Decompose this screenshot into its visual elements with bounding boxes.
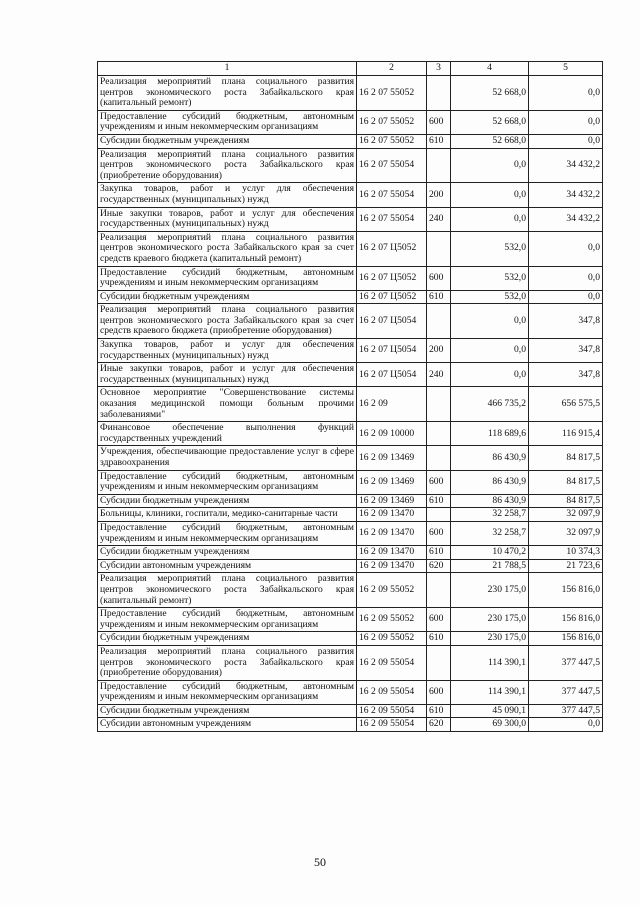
row-expense-type-cell: 610 (427, 632, 451, 646)
row-code-cell: 16 2 07 55052 (357, 76, 427, 111)
row-code-cell: 16 2 07 Ц5052 (357, 266, 427, 290)
row-code-cell: 16 2 09 55054 (357, 718, 427, 732)
table-row (98, 76, 603, 111)
row-name-cell: Субсидии автономным учреждениям (98, 718, 357, 732)
row-amount-2-cell: 84 817,5 (529, 446, 603, 470)
table-row (98, 363, 603, 387)
row-name-cell: Субсидии бюджетным учреждениям (98, 546, 357, 560)
row-name-cell: Субсидии бюджетным учреждениям (98, 134, 357, 148)
row-amount-1-cell: 0,0 (451, 183, 529, 207)
row-expense-type-cell: 620 (427, 559, 451, 573)
row-name-cell: Закупка товаров, работ и услуг для обеспечения государственных (муниципальных) нужд (98, 339, 357, 363)
table-row (98, 110, 603, 134)
row-amount-2-cell: 21 723,6 (529, 559, 603, 573)
row-name-cell: Реализация мероприятий плана социального развития центров экономического роста Забайкальского края (капитальный ремонт) (98, 573, 357, 608)
row-amount-2-cell: 0,0 (529, 266, 603, 290)
row-expense-type-cell: 240 (427, 363, 451, 387)
row-code-cell: 16 2 09 13469 (357, 470, 427, 494)
row-code-cell: 16 2 09 (357, 387, 427, 422)
row-amount-2-cell: 347,8 (529, 363, 603, 387)
row-amount-2-cell: 84 817,5 (529, 470, 603, 494)
row-code-cell: 16 2 07 55054 (357, 183, 427, 207)
table-row (98, 559, 603, 573)
row-amount-1-cell: 466 735,2 (451, 387, 529, 422)
row-amount-2-cell: 34 432,2 (529, 148, 603, 183)
row-expense-type-cell: 240 (427, 207, 451, 231)
row-amount-1-cell: 86 430,9 (451, 470, 529, 494)
row-amount-1-cell: 32 258,7 (451, 521, 529, 545)
row-amount-2-cell: 0,0 (529, 76, 603, 111)
row-expense-type-cell: 600 (427, 521, 451, 545)
row-amount-1-cell: 0,0 (451, 339, 529, 363)
row-code-cell: 16 2 07 Ц5054 (357, 304, 427, 339)
row-expense-type-cell (427, 304, 451, 339)
row-amount-2-cell: 0,0 (529, 231, 603, 266)
row-amount-2-cell: 0,0 (529, 718, 603, 732)
row-amount-1-cell: 118 689,6 (451, 422, 529, 446)
row-code-cell: 16 2 09 55052 (357, 632, 427, 646)
row-name-cell: Основное мероприятие "Совершенствование системы оказания медицинской помощи больным прочими заболеваниями" (98, 387, 357, 422)
row-name-cell: Закупка товаров, работ и услуг для обеспечения государственных (муниципальных) нужд (98, 183, 357, 207)
table-row (98, 183, 603, 207)
row-expense-type-cell: 610 (427, 494, 451, 508)
row-amount-2-cell: 377 447,5 (529, 704, 603, 718)
row-amount-1-cell: 0,0 (451, 148, 529, 183)
row-code-cell: 16 2 07 Ц5052 (357, 231, 427, 266)
row-name-cell: Предоставление субсидий бюджетным, автономным учреждениям и иным некоммерческим организациям (98, 680, 357, 704)
row-name-cell: Учреждения, обеспечивающие предоставление услуг в сфере здравоохранения (98, 446, 357, 470)
row-expense-type-cell (427, 76, 451, 111)
table-row (98, 680, 603, 704)
table-row (98, 573, 603, 608)
table-row (98, 521, 603, 545)
row-code-cell: 16 2 09 13469 (357, 494, 427, 508)
row-code-cell: 16 2 09 55052 (357, 608, 427, 632)
row-amount-1-cell: 532,0 (451, 266, 529, 290)
row-amount-1-cell: 532,0 (451, 231, 529, 266)
row-amount-2-cell: 156 816,0 (529, 632, 603, 646)
table-row (98, 632, 603, 646)
table-row (98, 148, 603, 183)
row-expense-type-cell: 610 (427, 546, 451, 560)
table-row (98, 207, 603, 231)
row-expense-type-cell: 200 (427, 339, 451, 363)
table-row (98, 608, 603, 632)
row-expense-type-cell: 600 (427, 110, 451, 134)
row-name-cell: Больницы, клиники, госпитали, медико-санитарные части (98, 508, 357, 522)
table-row (98, 422, 603, 446)
row-amount-1-cell: 52 668,0 (451, 110, 529, 134)
row-name-cell: Субсидии бюджетным учреждениям (98, 632, 357, 646)
row-expense-type-cell: 600 (427, 266, 451, 290)
header-col-4: 4 (451, 62, 529, 76)
row-code-cell: 16 2 07 55054 (357, 148, 427, 183)
table-row (98, 231, 603, 266)
table-row (98, 704, 603, 718)
row-amount-1-cell: 0,0 (451, 304, 529, 339)
row-name-cell: Реализация мероприятий плана социального развития центров экономического роста Забайкальского края (приобретение оборудования) (98, 645, 357, 680)
row-amount-2-cell: 377 447,5 (529, 645, 603, 680)
row-amount-1-cell: 10 470,2 (451, 546, 529, 560)
header-col-3: 3 (427, 62, 451, 76)
row-name-cell: Реализация мероприятий плана социального развития центров экономического роста Забайкальского края (капитальный ремонт) (98, 76, 357, 111)
row-amount-1-cell: 52 668,0 (451, 76, 529, 111)
row-amount-2-cell: 34 432,2 (529, 183, 603, 207)
row-amount-2-cell: 377 447,5 (529, 680, 603, 704)
row-code-cell: 16 2 09 55054 (357, 680, 427, 704)
row-amount-2-cell: 32 097,9 (529, 508, 603, 522)
row-expense-type-cell (427, 645, 451, 680)
row-amount-2-cell: 156 816,0 (529, 608, 603, 632)
row-expense-type-cell: 620 (427, 718, 451, 732)
row-name-cell: Субсидии бюджетным учреждениям (98, 494, 357, 508)
row-code-cell: 16 2 09 13470 (357, 521, 427, 545)
row-name-cell: Предоставление субсидий бюджетным, автономным учреждениям и иным некоммерческим организациям (98, 521, 357, 545)
row-code-cell: 16 2 07 Ц5054 (357, 339, 427, 363)
row-code-cell: 16 2 09 55052 (357, 573, 427, 608)
row-amount-1-cell: 0,0 (451, 363, 529, 387)
table-row (98, 339, 603, 363)
row-amount-1-cell: 86 430,9 (451, 446, 529, 470)
row-amount-1-cell: 69 300,0 (451, 718, 529, 732)
row-amount-2-cell: 656 575,5 (529, 387, 603, 422)
header-row (98, 62, 603, 76)
row-expense-type-cell: 610 (427, 134, 451, 148)
row-code-cell: 16 2 09 13469 (357, 446, 427, 470)
row-amount-1-cell: 45 090,1 (451, 704, 529, 718)
table-row (98, 508, 603, 522)
row-expense-type-cell (427, 446, 451, 470)
row-amount-1-cell: 114 390,1 (451, 680, 529, 704)
row-amount-2-cell: 156 816,0 (529, 573, 603, 608)
row-amount-1-cell: 86 430,9 (451, 494, 529, 508)
row-name-cell: Предоставление субсидий бюджетным, автономным учреждениям и иным некоммерческим организациям (98, 110, 357, 134)
table-row (98, 290, 603, 304)
row-amount-2-cell: 10 374,3 (529, 546, 603, 560)
row-code-cell: 16 2 09 10000 (357, 422, 427, 446)
row-amount-1-cell: 32 258,7 (451, 508, 529, 522)
row-amount-1-cell: 21 788,5 (451, 559, 529, 573)
row-name-cell: Субсидии бюджетным учреждениям (98, 290, 357, 304)
table-row (98, 470, 603, 494)
row-name-cell: Иные закупки товаров, работ и услуг для обеспечения государственных (муниципальных) нужд (98, 207, 357, 231)
table-row (98, 494, 603, 508)
row-expense-type-cell: 600 (427, 680, 451, 704)
table-header (98, 62, 603, 76)
table-row (98, 645, 603, 680)
row-name-cell: Предоставление субсидий бюджетным, автономным учреждениям и иным некоммерческим организациям (98, 608, 357, 632)
table-body (98, 76, 603, 732)
row-amount-2-cell: 347,8 (529, 339, 603, 363)
row-code-cell: 16 2 07 Ц5052 (357, 290, 427, 304)
budget-table (97, 61, 603, 732)
row-amount-2-cell: 0,0 (529, 110, 603, 134)
row-code-cell: 16 2 09 55054 (357, 645, 427, 680)
header-col-5: 5 (529, 62, 603, 76)
row-name-cell: Предоставление субсидий бюджетным, автономным учреждениям и иным некоммерческим организациям (98, 266, 357, 290)
row-expense-type-cell: 600 (427, 470, 451, 494)
row-name-cell: Субсидии автономным учреждениям (98, 559, 357, 573)
row-amount-1-cell: 52 668,0 (451, 134, 529, 148)
row-code-cell: 16 2 07 55052 (357, 110, 427, 134)
row-name-cell: Реализация мероприятий плана социального развития центров экономического роста Забайкальского края за счет средств краевого бюджета (капитальный ремонт) (98, 231, 357, 266)
table-row (98, 134, 603, 148)
row-code-cell: 16 2 09 55054 (357, 704, 427, 718)
row-amount-2-cell: 32 097,9 (529, 521, 603, 545)
row-expense-type-cell (427, 422, 451, 446)
row-expense-type-cell: 610 (427, 290, 451, 304)
row-expense-type-cell (427, 573, 451, 608)
row-expense-type-cell: 200 (427, 183, 451, 207)
row-expense-type-cell: 610 (427, 704, 451, 718)
row-name-cell: Предоставление субсидий бюджетным, автономным учреждениям и иным некоммерческим организациям (98, 470, 357, 494)
row-name-cell: Реализация мероприятий плана социального развития центров экономического роста Забайкальского края за счет средств краевого бюджета (приобретение оборудования) (98, 304, 357, 339)
table-row (98, 387, 603, 422)
row-amount-2-cell: 0,0 (529, 134, 603, 148)
row-code-cell: 16 2 09 13470 (357, 559, 427, 573)
row-code-cell: 16 2 07 Ц5054 (357, 363, 427, 387)
row-name-cell: Финансовое обеспечение выполнения функций государственных учреждений (98, 422, 357, 446)
row-amount-1-cell: 0,0 (451, 207, 529, 231)
row-amount-2-cell: 347,8 (529, 304, 603, 339)
row-name-cell: Субсидии бюджетным учреждениям (98, 704, 357, 718)
row-amount-2-cell: 116 915,4 (529, 422, 603, 446)
row-name-cell: Иные закупки товаров, работ и услуг для обеспечения государственных (муниципальных) нужд (98, 363, 357, 387)
row-amount-2-cell: 34 432,2 (529, 207, 603, 231)
row-amount-1-cell: 532,0 (451, 290, 529, 304)
row-expense-type-cell (427, 508, 451, 522)
row-amount-1-cell: 230 175,0 (451, 632, 529, 646)
header-col-2: 2 (357, 62, 427, 76)
row-amount-1-cell: 230 175,0 (451, 573, 529, 608)
table-row (98, 266, 603, 290)
row-amount-2-cell: 84 817,5 (529, 494, 603, 508)
row-code-cell: 16 2 07 55054 (357, 207, 427, 231)
row-amount-2-cell: 0,0 (529, 290, 603, 304)
row-code-cell: 16 2 09 13470 (357, 508, 427, 522)
row-code-cell: 16 2 07 55052 (357, 134, 427, 148)
row-expense-type-cell (427, 148, 451, 183)
page-number: 50 (314, 855, 326, 869)
table-row (98, 718, 603, 732)
row-expense-type-cell: 600 (427, 608, 451, 632)
row-expense-type-cell (427, 387, 451, 422)
header-col-1: 1 (98, 62, 357, 76)
table-row (98, 546, 603, 560)
row-name-cell: Реализация мероприятий плана социального развития центров экономического роста Забайкальского края (приобретение оборудования) (98, 148, 357, 183)
row-code-cell: 16 2 09 13470 (357, 546, 427, 560)
row-amount-1-cell: 230 175,0 (451, 608, 529, 632)
row-amount-1-cell: 114 390,1 (451, 645, 529, 680)
table-row (98, 446, 603, 470)
row-expense-type-cell (427, 231, 451, 266)
table-row (98, 304, 603, 339)
